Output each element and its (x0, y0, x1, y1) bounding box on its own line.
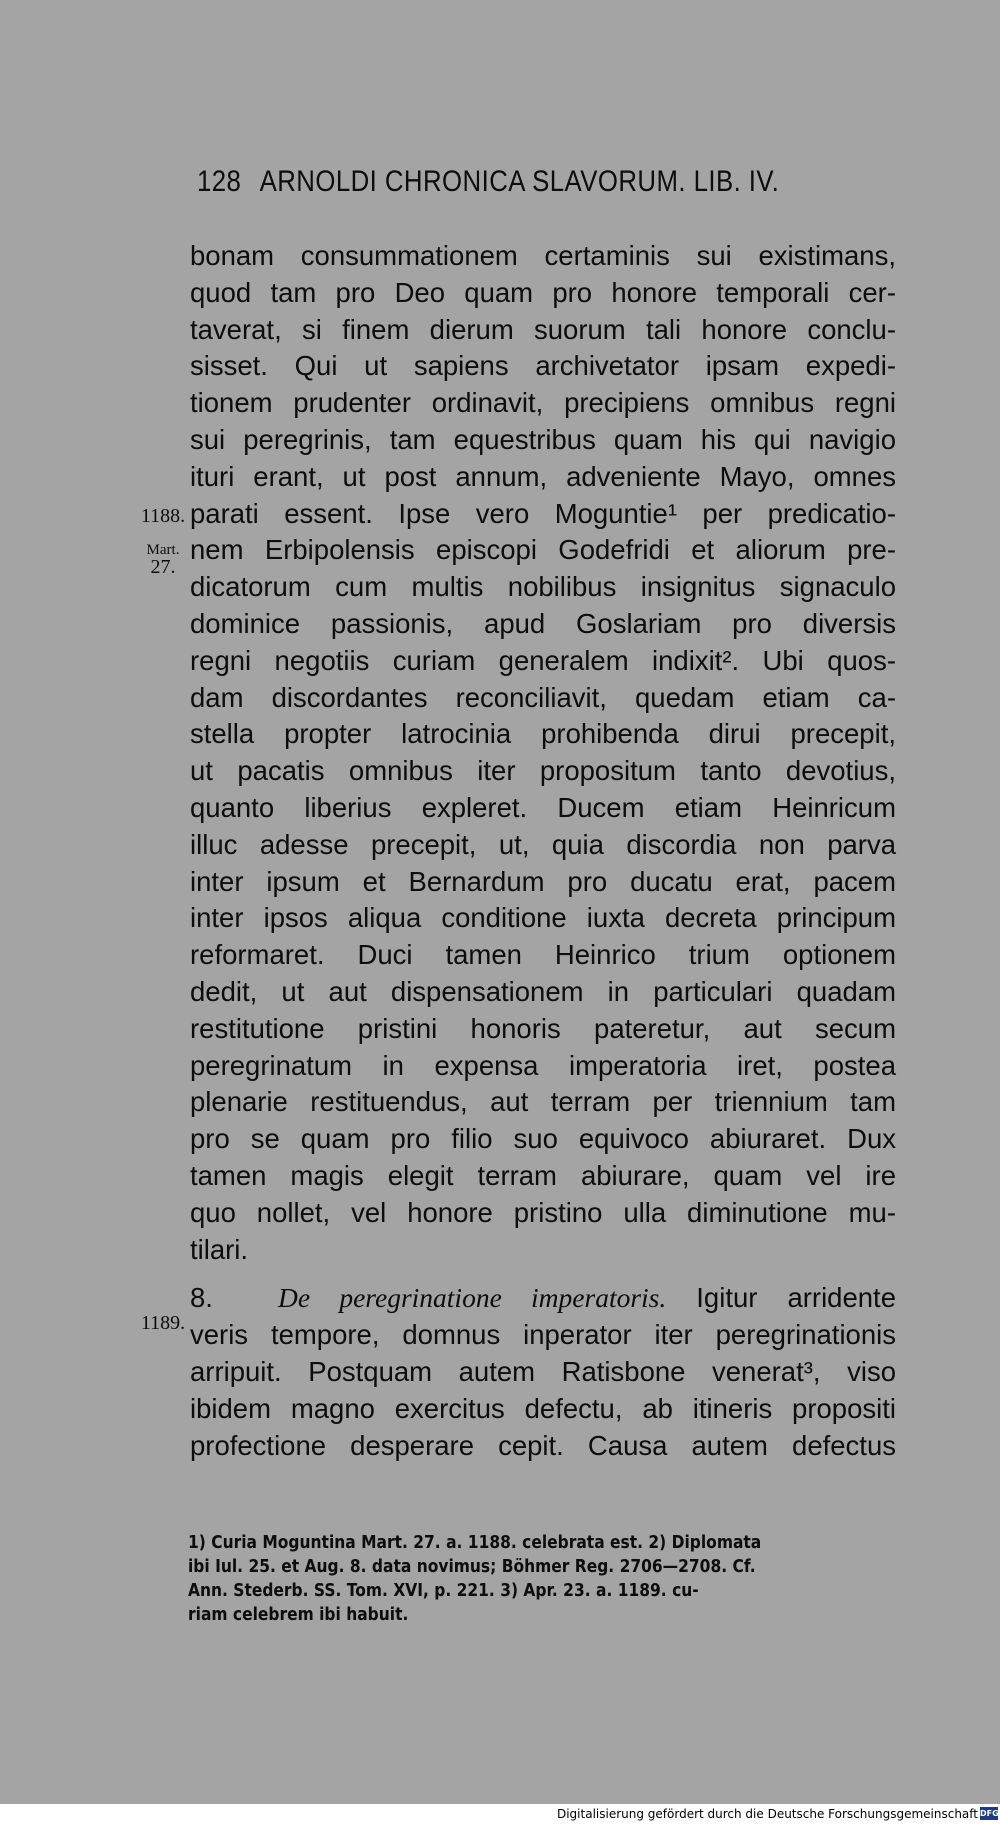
section-number: 8. (190, 1282, 213, 1314)
text-line: veris tempore, domnus inperator iter peregrinationis (190, 1319, 896, 1351)
footnote-line: ibi Iul. 25. et Aug. 8. data novimus; Böhmer Reg. 2706—2708. Cf. (188, 1556, 756, 1577)
section-first-line-text: Igitur arridente (696, 1282, 896, 1314)
text-line: ituri erant, ut post annum, adveniente Mayo, omnes (190, 460, 896, 492)
footnote-line: Ann. Stederb. SS. Tom. XVI, p. 221. 3) Apr. 23. a. 1189. cu- (188, 1580, 699, 1601)
dfg-logo-icon: DFG (980, 1809, 999, 1818)
main-text (190, 238, 896, 1464)
text-line: quanto liberius expleret. Ducem etiam Heinricum (190, 791, 896, 823)
text-line: tamen magis elegit terram abiurare, quam vel ire (190, 1159, 896, 1191)
text-line: regni negotiis curiam generalem indixit². Ubi quos- (190, 644, 896, 676)
text-line: illuc adesse precepit, ut, quia discordia non parva (190, 828, 896, 860)
text-line: peregrinatum in expensa imperatoria iret, postea (190, 1049, 896, 1081)
footnotes (188, 1531, 794, 1627)
section-title: De peregrinatione imperatoris. (278, 1282, 667, 1314)
text-line: dam discordantes reconciliavit, quedam etiam ca- (190, 681, 896, 713)
text-line: ut pacatis omnibus iter propositum tanto devotius, (190, 755, 896, 787)
footnote-line: 1) Curia Moguntina Mart. 27. a. 1188. celebrata est. 2) Diplomata (188, 1532, 762, 1553)
text-line: dicatorum cum multis nobilibus insignitus signaculo (190, 571, 896, 603)
text-line: inter ipsos aliqua conditione iuxta decreta principum (190, 902, 896, 934)
text-line: bonam consummationem certaminis sui existimans, (190, 240, 896, 271)
margin-day: 27. (150, 556, 176, 578)
text-line: profectione desperare cepit. Causa autem defectus (190, 1429, 896, 1461)
text-line: restitutione pristini honoris pateretur, aut secum (190, 1012, 896, 1044)
text-line: parati essent. Ipse vero Moguntie¹ per predicatio- (190, 497, 896, 529)
running-header (197, 165, 808, 199)
funding-credit: Digitalisierung gefördert durch die Deutsche Forschungsgemeinschaft (556, 1807, 978, 1821)
text-line: plenarie restituendus, aut terram per triennium tam (190, 1086, 896, 1118)
text-line: pro se quam pro filio suo equivoco abiuraret. Dux (190, 1123, 896, 1155)
section-heading-line (190, 1280, 896, 1317)
text-line: nem Erbipolensis episcopi Godefridi et aliorum pre- (190, 534, 896, 566)
text-line: quod tam pro Deo quam pro honore temporali cer- (190, 276, 896, 308)
text-line: inter ipsum et Bernardum pro ducatu erat, pacem (190, 865, 896, 897)
text-line: taverat, si finem dierum suorum tali honore conclu- (190, 313, 896, 345)
text-line: sui peregrinis, tam equestribus quam his qui navigio (190, 423, 896, 455)
text-line: dominice passionis, apud Goslariam pro diversis (190, 607, 896, 639)
text-line: reformaret. Duci tamen Heinrico trium optionem (190, 939, 896, 971)
footnote-line: riam celebrem ibi habuit. (188, 1604, 409, 1625)
digitization-footer (0, 1804, 1000, 1824)
text-line: stella propter latrocinia prohibenda dirui precepit, (190, 718, 896, 750)
running-title: ARNOLDI CHRONICA SLAVORUM. LIB. IV. (259, 165, 780, 198)
text-line: ibidem magno exercitus defectu, ab itineris propositi (190, 1392, 896, 1424)
text-line: dedit, ut aut dispensationem in particulari quadam (190, 975, 896, 1007)
text-line: tilari. (190, 1233, 249, 1265)
margin-year-1189: 1189. (140, 1312, 186, 1334)
margin-year-1188: 1188. (140, 505, 186, 527)
text-line: arripuit. Postquam autem Ratisbone venerat³, viso (190, 1355, 896, 1387)
text-line: quo nollet, vel honore pristino ulla diminutione mu- (190, 1196, 896, 1228)
text-line: sisset. Qui ut sapiens archivetator ipsam expedi- (190, 350, 896, 382)
text-line: tionem prudenter ordinavit, precipiens omnibus regni (190, 387, 896, 419)
page-number: 128 (197, 165, 242, 198)
margin-month: Mart. (146, 542, 180, 558)
